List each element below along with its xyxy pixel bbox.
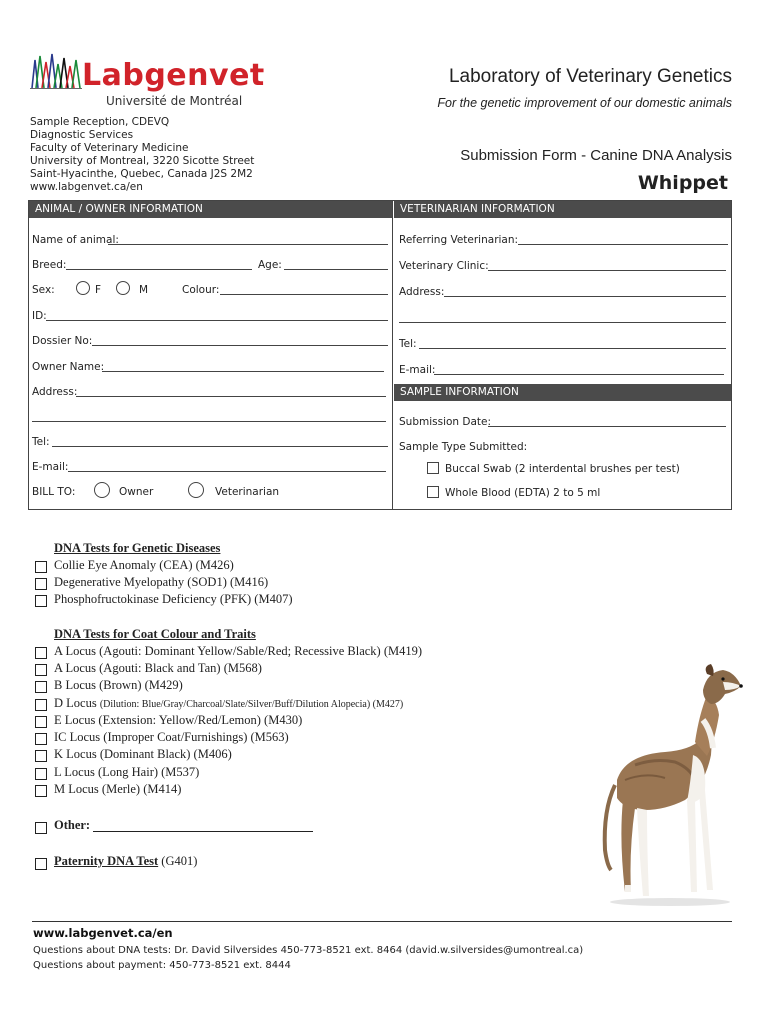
breed-label: Breed: [32,259,67,271]
test-item-pfk: Phosphofructokinase Deficiency (PFK) (M407) [54,592,293,606]
breed-title: Whippet [637,172,728,194]
address-line: Faculty of Veterinary Medicine [30,142,189,154]
test-item-m-locus: M Locus (Merle) (M414) [54,782,182,796]
ic-locus-checkbox[interactable] [35,733,47,745]
owner-address-field-2[interactable] [32,411,386,422]
address-line: Sample Reception, CDEVQ [30,116,170,128]
test-item-b-locus: B Locus (Brown) (M429) [54,678,183,692]
bill-vet-label: Veterinarian [215,486,280,498]
owner-name-label: Owner Name: [32,361,105,373]
sex-m-radio[interactable] [116,281,130,295]
buccal-swab-label: Buccal Swab (2 interdental brushes per test) [445,463,680,475]
test-item-cea: Collie Eye Anomaly (CEA) (M426) [54,558,234,572]
vet-address-label: Address: [399,286,445,298]
breed-field[interactable] [66,259,252,270]
address-line: Diagnostic Services [30,129,134,141]
address-line: www.labgenvet.ca/en [30,181,143,193]
sex-m-label: M [139,284,149,296]
d-locus-checkbox[interactable] [35,699,47,711]
animal-name-label: Name of animal: [32,234,119,246]
test-item-a-locus: A Locus (Agouti: Dominant Yellow/Sable/Red; Recessive Black) (M419) [54,644,423,658]
vet-tel-label: Tel: [399,338,417,350]
other-checkbox[interactable] [35,822,47,834]
referring-vet-label: Referring Veterinarian: [399,234,519,246]
b-locus-checkbox[interactable] [35,681,47,693]
sample-info-header: SAMPLE INFORMATION [394,384,731,401]
m-locus-checkbox[interactable] [35,785,47,797]
vet-address-field[interactable] [444,286,726,297]
vet-tel-field[interactable] [419,338,726,349]
footer-url[interactable]: www.labgenvet.ca/en [33,926,173,940]
owner-tel-field[interactable] [52,436,388,447]
submission-date-field[interactable] [488,416,726,427]
test-item-ic-locus: IC Locus (Improper Coat/Furnishings) (M563) [54,730,289,744]
sample-type-label: Sample Type Submitted: [399,441,528,453]
vet-email-label: E-mail: [399,364,436,376]
whippet-dog-photo [595,660,745,910]
address-line: Saint-Hyacinthe, Quebec, Canada J2S 2M2 [30,168,253,180]
owner-email-field[interactable] [68,461,386,472]
buccal-swab-checkbox[interactable] [427,462,439,474]
referring-vet-field[interactable] [518,234,728,245]
test-item-d-locus [54,696,403,711]
submission-date-label: Submission Date: [399,416,492,428]
bill-owner-label: Owner [119,486,154,498]
address-line: University of Montreal, 3220 Sicotte Street [30,155,255,167]
id-field[interactable] [46,310,388,321]
age-label: Age: [258,259,282,271]
owner-address-label: Address: [32,386,78,398]
paternity-code: (G401) [161,854,198,868]
animal-owner-header: ANIMAL / OWNER INFORMATION [29,201,392,218]
owner-name-field[interactable] [102,361,384,372]
paternity-checkbox[interactable] [35,858,47,870]
test-item-e-locus: E Locus (Extension: Yellow/Red/Lemon) (M430) [54,713,303,727]
a-locus-bt-checkbox[interactable] [35,664,47,676]
bill-to-label: BILL TO: [32,486,76,498]
whole-blood-label: Whole Blood (EDTA) 2 to 5 ml [445,487,601,499]
sex-label: Sex: [32,284,55,296]
owner-email-label: E-mail: [32,461,69,473]
test-item-k-locus: K Locus (Dominant Black) (M406) [54,747,232,761]
footer-dna-contact: Questions about DNA tests: Dr. David Silversides 450-773-8521 ext. 8464 (david.w.silversides@umontreal.ca) [33,945,584,956]
sex-f-radio[interactable] [76,281,90,295]
pfk-checkbox[interactable] [35,595,47,607]
veterinarian-header: VETERINARIAN INFORMATION [394,201,731,218]
colour-label: Colour: [182,284,220,296]
logo-wordmark: Labgenvet [82,58,265,93]
animal-name-field[interactable] [108,234,388,245]
id-label: ID: [32,310,47,322]
vet-clinic-field[interactable] [488,260,726,271]
bill-vet-radio[interactable] [188,482,204,498]
column-divider [392,200,393,510]
lab-title: Laboratory of Veterinary Genetics [448,66,732,87]
footer-payment-contact: Questions about payment: 450-773-8521 ext. 8444 [33,960,291,971]
other-label: Other: [54,818,91,832]
logo-subtitle: Université de Montréal [106,94,243,108]
paternity-test [54,854,197,869]
a-locus-checkbox[interactable] [35,647,47,659]
d-locus-name: D Locus [54,696,97,710]
cea-checkbox[interactable] [35,561,47,573]
whole-blood-checkbox[interactable] [427,486,439,498]
sex-f-label: F [95,284,102,296]
footer-rule [32,921,732,922]
genetic-diseases-title: DNA Tests for Genetic Diseases [54,541,221,555]
e-locus-checkbox[interactable] [35,716,47,728]
l-locus-checkbox[interactable] [35,768,47,780]
sod1-checkbox[interactable] [35,578,47,590]
coat-traits-title: DNA Tests for Coat Colour and Traits [54,627,256,641]
dossier-field[interactable] [92,335,388,346]
d-locus-detail: (Dilution: Blue/Gray/Charcoal/Slate/Silver/Buff/Dilution Alopecia) (M427) [99,699,404,710]
test-item-a-locus-bt: A Locus (Agouti: Black and Tan) (M568) [54,661,262,675]
lab-subtitle: For the genetic improvement of our domestic animals [437,96,732,110]
test-item-sod1: Degenerative Myelopathy (SOD1) (M416) [54,575,269,589]
form-title: Submission Form - Canine DNA Analysis [460,147,732,164]
test-item-l-locus: L Locus (Long Hair) (M537) [54,765,200,779]
age-field[interactable] [284,259,388,270]
vet-address-field-2[interactable] [399,312,726,323]
vet-clinic-label: Veterinary Clinic: [399,260,489,272]
other-field[interactable] [93,831,313,832]
colour-field[interactable] [220,284,388,295]
owner-tel-label: Tel: [32,436,50,448]
paternity-label: Paternity DNA Test [54,854,159,868]
lab-address [30,116,254,194]
dossier-label: Dossier No: [32,335,93,347]
k-locus-checkbox[interactable] [35,750,47,762]
vet-email-field[interactable] [434,364,724,375]
bill-owner-radio[interactable] [94,482,110,498]
owner-address-field[interactable] [76,386,386,397]
